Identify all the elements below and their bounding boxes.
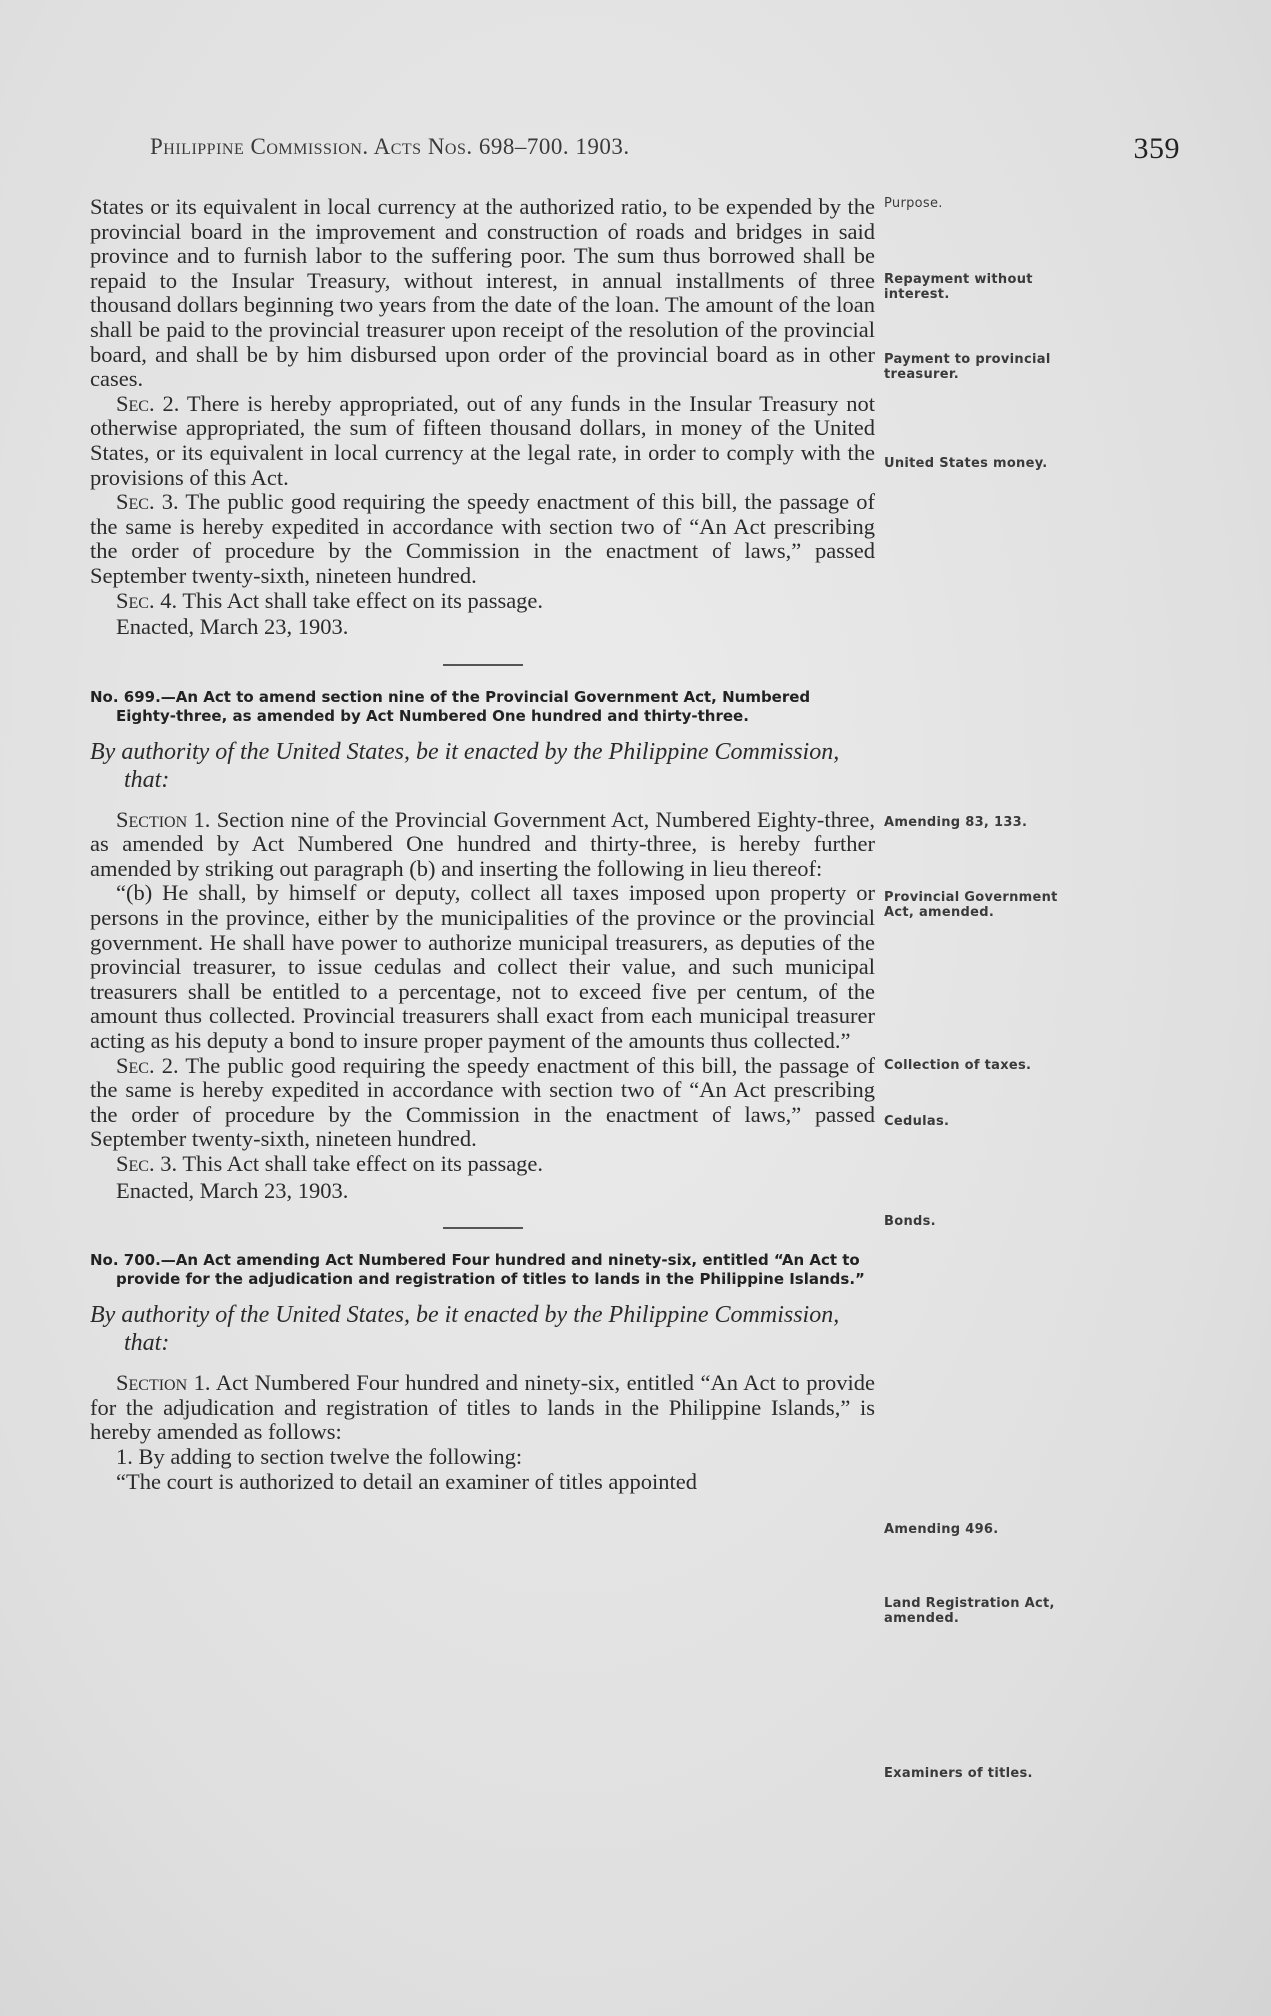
act700-section-1 [90, 1371, 875, 1445]
act698-section-3 [90, 490, 875, 588]
margin-note-prov-gov-act: Provincial Government Act, amended. [884, 890, 1058, 920]
act699-section-1 [90, 808, 875, 882]
section-text: This Act shall take effect on its passage. [182, 587, 544, 613]
act700-item-1: 1. By adding to section twelve the following: [116, 1443, 523, 1469]
act699-quoted-paragraph: “(b) He shall, by himself or deputy, collect all taxes imposed upon property or persons in the province, either by the municipalities of the province or the provincial government. He shall have power to authorize municipal treasurers, as deputies of the provincial treasurer, to issue cedulas and collect their value, and such municipal treasurers shall be entitled to a percentage, not to exceed five per centum, of the amount thus collected. Provincial treasurers shall exact from each municipal treasurer acting as his deputy a bond to insure proper payment of the amounts thus collected.” [90, 880, 875, 1054]
section-text: There is hereby appropriated, out of any funds in the Insular Treasury not otherwise appropriated, the sum of fifteen thousand dollars, in money of the United States, or its equivalent in local currency at the legal rate, in order to comply with the provisions of this Act. [90, 390, 876, 490]
margin-note-bonds: Bonds. [884, 1214, 936, 1229]
act699-enacted: Enacted, March 23, 1903. [116, 1177, 349, 1203]
section-label: Sec. 2. [116, 1052, 179, 1078]
section-text: Section nine of the Provincial Government Act, Numbered Eighty-three, as amended by Act Numbered One hundred and thirty-three, is hereby further amended by striking out paragraph (b) and inserting the following in lieu thereof: [90, 806, 876, 881]
section-label: Sec. 4. [116, 587, 178, 613]
margin-note-us-money: United States money. [884, 456, 1048, 471]
act699-title: No. 699.—An Act to amend section nine of the Provincial Government Act, Numbered Eighty-three, as amended by Act Numbered One hundred and thirty-three. [90, 687, 811, 725]
body-text [90, 195, 875, 1494]
section-divider [443, 1227, 523, 1229]
section-text: The public good requiring the speedy enactment of this bill, the passage of the same is hereby expedited in accordance with section two of “An Act prescribing the order of procedure by the Commission in the enactment of laws,” passed September twenty-sixth, nineteen hundred. [90, 1052, 875, 1152]
act698-paragraph-1: States or its equivalent in local currency at the authorized ratio, to be expended by the provincial board in the improvement and construction of roads and bridges in said province and to furnish labor to the suffering poor. The sum thus borrowed shall be repaid to the Insular Treasury, without interest, in annual installments of three thousand dollars beginning two years from the date of the loan. The amount of the loan shall be paid to the provincial treasurer upon receipt of the resolution of the provincial board, and shall be by him disbursed upon order of the provincial board as in other cases. [90, 194, 875, 392]
act698-section-2 [90, 392, 875, 490]
running-title: Philippine Commission. Acts Nos. 698–700. 1903. [150, 134, 630, 159]
margin-note-purpose: Purpose. [884, 196, 943, 211]
margin-note-repayment: Repayment without interest. [884, 272, 1033, 302]
page-number: 359 [1133, 132, 1180, 165]
section-text: This Act shall take effect on its passage. [182, 1151, 544, 1176]
margin-note-land-reg: Land Registration Act, amended. [884, 1596, 1055, 1626]
act699-authority: By authority of the United States, be it enacted by the Philippine Commission, that: [90, 738, 840, 793]
section-text: Act Numbered Four hundred and ninety-six, entitled “An Act to provide for the adjudication and registration of titles to lands in the Philippine Islands,” is hereby amended as follows: [90, 1370, 876, 1445]
section-label: Section 1. [116, 1370, 211, 1396]
act700-authority: By authority of the United States, be it enacted by the Philippine Commission, that: [90, 1302, 840, 1357]
act699-section-2 [90, 1054, 875, 1152]
section-text: The public good requiring the speedy enactment of this bill, the passage of the same is hereby expedited in accordance with section two of “An Act prescribing the order of procedure by the Commission in the enactment of laws,” passed September twenty-sixth, nineteen hundred. [90, 489, 875, 588]
act700-title: No. 700.—An Act amending Act Numbered Four hundred and ninety-six, entitled “An Act to provide for the adjudication and registration of titles to lands in the Philippine Islands.” [90, 1251, 865, 1289]
section-label: Section 1. [116, 806, 211, 832]
margin-note-examiners: Examiners of titles. [884, 1766, 1033, 1781]
section-label: Sec. 2. [116, 390, 180, 416]
act698-section-4 [90, 589, 875, 614]
act700-quote-start: “The court is authorized to detail an examiner of titles appointed [116, 1468, 698, 1494]
section-label: Sec. 3. [116, 1151, 178, 1176]
section-divider [443, 664, 523, 666]
margin-note-amending-496: Amending 496. [884, 1522, 999, 1537]
margin-note-collection: Collection of taxes. [884, 1058, 1032, 1073]
margin-note-cedulas: Cedulas. [884, 1114, 950, 1129]
act698-enacted: Enacted, March 23, 1903. [116, 614, 349, 640]
margin-note-payment: Payment to provincial treasurer. [884, 352, 1051, 382]
act699-section-3 [90, 1152, 875, 1177]
margin-note-amending-83: Amending 83, 133. [884, 815, 1028, 830]
section-label: Sec. 3. [116, 489, 179, 515]
